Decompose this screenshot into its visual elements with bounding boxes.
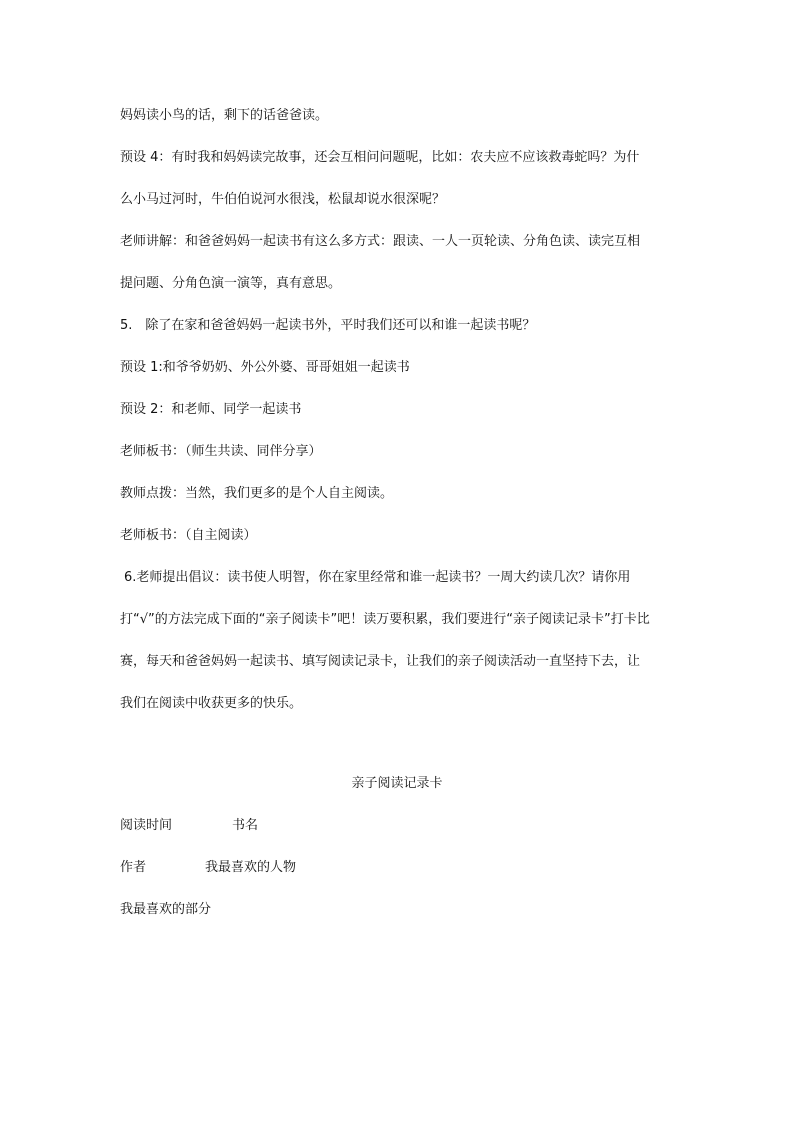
paragraph-line: 教师点拨：当然，我们更多的是个人自主阅读。 bbox=[120, 486, 394, 501]
favorite-character-label: 我最喜欢的人物 bbox=[205, 860, 297, 875]
card-title: 亲子阅读记录卡 bbox=[351, 776, 443, 791]
paragraph-line: 赛，每天和爸爸妈妈一起读书、填写阅读记录卡，让我们的亲子阅读活动一直坚持下去，让 bbox=[120, 654, 641, 669]
favorite-part-label: 我最喜欢的部分 bbox=[120, 902, 212, 917]
paragraph-line: 妈妈读小鸟的话，剩下的话爸爸读。 bbox=[120, 108, 329, 123]
paragraph-line: 老师板书：（师生共读、同伴分享） bbox=[120, 444, 322, 459]
paragraph-line: 我们在阅读中收获更多的快乐。 bbox=[120, 696, 303, 711]
paragraph-line: 老师板书：（自主阅读） bbox=[120, 528, 257, 543]
paragraph-line: 预设 2：和老师、同学一起读书 bbox=[120, 402, 302, 417]
numbered-question: 6.老师提出倡议：读书使人明智，你在家里经常和谁一起读书？一周大约读几次？请你用 bbox=[124, 570, 631, 585]
reading-time-label: 阅读时间 bbox=[120, 818, 173, 833]
book-name-label: 书名 bbox=[232, 818, 259, 833]
paragraph-line: 么小马过河时，牛伯伯说河水很浅，松鼠却说水很深呢？ bbox=[120, 192, 446, 207]
paragraph-line: 预设 4：有时我和妈妈读完故事，还会互相问问题呢，比如：农夫应不应该救毒蛇吗？为什 bbox=[120, 150, 640, 165]
paragraph-line: 老师讲解：和爸爸妈妈一起读书有这么多方式：跟读、一人一页轮读、分角色读、读完互相 bbox=[120, 234, 641, 249]
author-label: 作者 bbox=[120, 860, 147, 875]
paragraph-line: 打“√”的方法完成下面的“亲子阅读卡”吧！读万要积累，我们要进行“亲子阅读记录卡”打卡比 bbox=[120, 612, 650, 627]
numbered-question: 5. 除了在家和爸爸妈妈一起读书外，平时我们还可以和谁一起读书呢？ bbox=[120, 318, 536, 333]
paragraph-line: 预设 1:和爷爷奶奶、外公外婆、哥哥姐姐一起读书 bbox=[120, 360, 410, 375]
paragraph-line: 提问题、分角色演一演等，真有意思。 bbox=[120, 276, 342, 291]
